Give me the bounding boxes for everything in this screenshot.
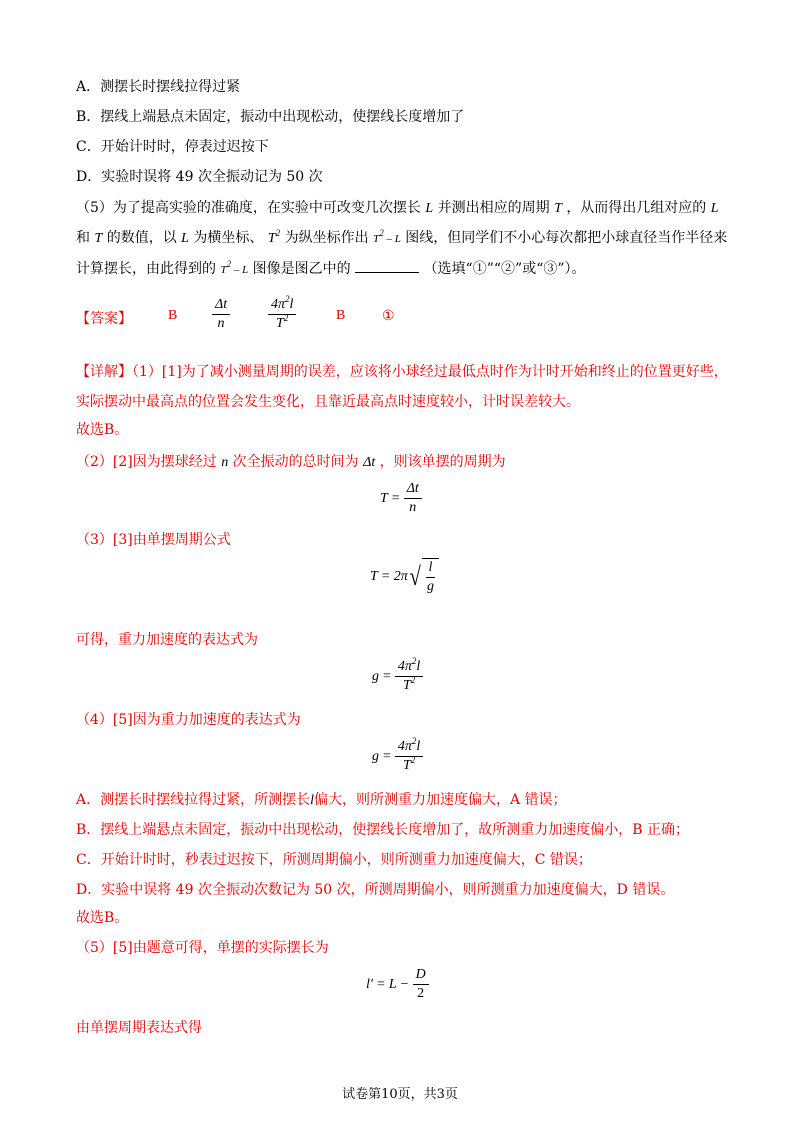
answer-2-fraction [212,296,230,333]
den-text: T [402,678,411,693]
q5-text: ，从而得出几组对应的 [566,200,707,216]
answer-label: 【答案】 [76,311,132,327]
equals-sign: = [383,668,391,684]
detail-label: 【详解】 [76,364,132,380]
eq-lhs: T [370,569,378,584]
fraction-denominator: $T^2$ [402,675,416,693]
eq-lhs: g [372,748,379,764]
detail-text: A．测摆长时摆线拉得过紧，所测摆长 [76,792,311,808]
equals-sign: = [376,976,385,992]
reason-c: C．开始计时时，秒表过迟按下，所测周期偏小，则所测重力加速度偏大，C 错误； [76,852,592,868]
fraction-numerator: D [413,966,429,985]
detail-text: ，则该单摆的周期为 [379,454,506,470]
eq-lhs: g [372,668,379,684]
fraction-numerator: $4\pi^2l$ [395,658,423,677]
q5-line-1 [76,198,719,219]
detail-line-2: 实际摆动中最高点的位置会发生变化，且靠近最高点时速度较小，计时误差较大。 [76,394,580,410]
page-footer: 试卷第10页，共3页 [342,1087,458,1102]
equation-pendulum-period [370,558,439,596]
answer-1: B [168,308,178,323]
fraction-denominator: $T^2$ [402,755,416,773]
num-tail: l [416,739,421,754]
q5-text: 和 [76,230,90,246]
detail-text: （1）[1]为了减小测量周期的误差，应该将小球经过最低点时作为计时开始和终止的位置更好些， [132,364,728,380]
detail-p3: （3）[3]由单摆周期公式 [76,532,231,548]
den-text: T [276,316,284,331]
answer-4: B [336,308,346,323]
fraction-denominator: $T^2$ [276,313,289,331]
q5-text: 为纵坐标作出 [284,230,369,246]
var-T: T [373,233,380,245]
answer-blank [355,258,419,273]
fraction-numerator: Δt [404,480,422,499]
q5-text: 为横坐标、 [193,230,264,246]
reason-a [76,790,567,811]
detail-p5: （5）[5]由题意可得，单摆的实际摆长为 [76,940,329,956]
detail-line-1 [76,362,728,382]
detail-text: 偏大，则所测重力加速度偏大，A 错误； [314,792,567,808]
var-L: L [181,231,189,246]
detail-p2 [76,452,506,473]
sqrt-icon: √ [409,562,421,591]
q5-text: （选填“①”“②”或“③”）。 [423,261,586,277]
detail-p4-end: 故选B。 [76,910,129,926]
fraction-denominator: g [427,579,434,594]
equals-sign: = [381,569,390,584]
eq-fraction [404,480,422,517]
den-text: T [402,758,411,773]
option-b: B．摆线上端悬点未固定，振动中出现松动，使摆线长度增加了 [76,109,465,125]
equation-gravity [372,658,423,695]
eq-fraction [422,558,439,596]
q5-line-2 [76,228,727,249]
var-T-squared: $T^2$ [267,228,281,246]
q5-text: 图像是图乙中的 [252,261,351,277]
var-l: l [310,793,314,808]
equals-sign: = [383,748,391,764]
eq-lhs: l′ [366,976,373,992]
eq-fraction [395,658,423,695]
var-L: L [710,201,719,216]
detail-text: 次全振动的总时间为 [232,454,359,470]
fraction-denominator: n [217,316,225,331]
q5-text: 计算摆长，由此得到的 [76,261,216,277]
q5-text: 的数值，以 [106,230,177,246]
num-text: 4π [397,739,412,754]
var-minus-L: – L [231,264,249,276]
equals-sign: = [391,490,400,506]
num-text: 4π [271,297,286,312]
fraction-numerator: $4\pi^2l$ [395,738,423,757]
q5-text: 并测出相应的周期 [437,200,550,216]
var-L: L [425,201,434,216]
eq-fraction [395,738,423,775]
fraction-numerator: $4\pi^2l$ [268,296,296,315]
equation-actual-length [366,966,429,1003]
option-d: D．实验时误将 49 次全振动记为 50 次 [76,169,323,185]
detail-p5b: 由单摆周期表达式得 [76,1020,202,1036]
q5-text: （5）为了提高实验的准确度，在实验中可改变几次摆长 [76,200,421,216]
eq-lhs: T [380,490,388,506]
var-T: T [220,264,227,276]
num-text: 4π [397,659,412,674]
eq-fraction [413,966,429,1003]
num-tail: l [416,659,421,674]
var-T: T [94,231,103,246]
minus-sign: − [400,976,409,992]
var-T: T [554,201,562,216]
eq-term: L [388,976,397,992]
reason-d: D．实验中误将 49 次全振动次数记为 50 次，所测周期偏小，则所测重力加速度偏大，D 错误。 [76,882,675,898]
fraction-denominator: 2 [417,986,425,1001]
num-tail: l [289,297,294,312]
option-c: C．开始计时时，停表过迟按下 [76,139,269,155]
answer-5: ① [382,308,395,324]
fraction-numerator: l [426,559,436,578]
var-n: n [221,455,229,470]
detail-text: （2）[2]因为摆球经过 [76,454,217,470]
var-T2-L: $T^2$ – L [220,259,249,276]
q5-text: 图线，但同学们不小心每次都把小球直径当作半径来 [405,230,728,246]
sqrt [408,558,439,596]
detail-p4: （4）[5]因为重力加速度的表达式为 [76,712,301,728]
fraction-numerator: Δt [212,296,230,315]
q5-line-3 [76,258,586,280]
var-T: T [267,231,276,246]
answer-row [76,296,676,336]
detail-p3b: 可得，重力加速度的表达式为 [76,632,258,648]
detail-line-3: 故选B。 [76,422,129,438]
var-T2-L: $T^2$ – L [373,228,401,245]
reason-b: B．摆线上端悬点未固定，振动中出现松动，使摆线长度增加了，故所测重力加速度偏小，B 正确； [76,822,690,838]
var-delta-t: Δt [363,455,376,470]
fraction-denominator: n [409,500,417,515]
answer-3-fraction [268,296,296,333]
equation-gravity-2 [372,738,423,775]
equation-period [380,480,422,517]
option-a: A．测摆长时摆线拉得过紧 [76,79,241,95]
eq-coefficient: 2π [393,569,408,584]
var-minus-L: – L [383,233,401,245]
